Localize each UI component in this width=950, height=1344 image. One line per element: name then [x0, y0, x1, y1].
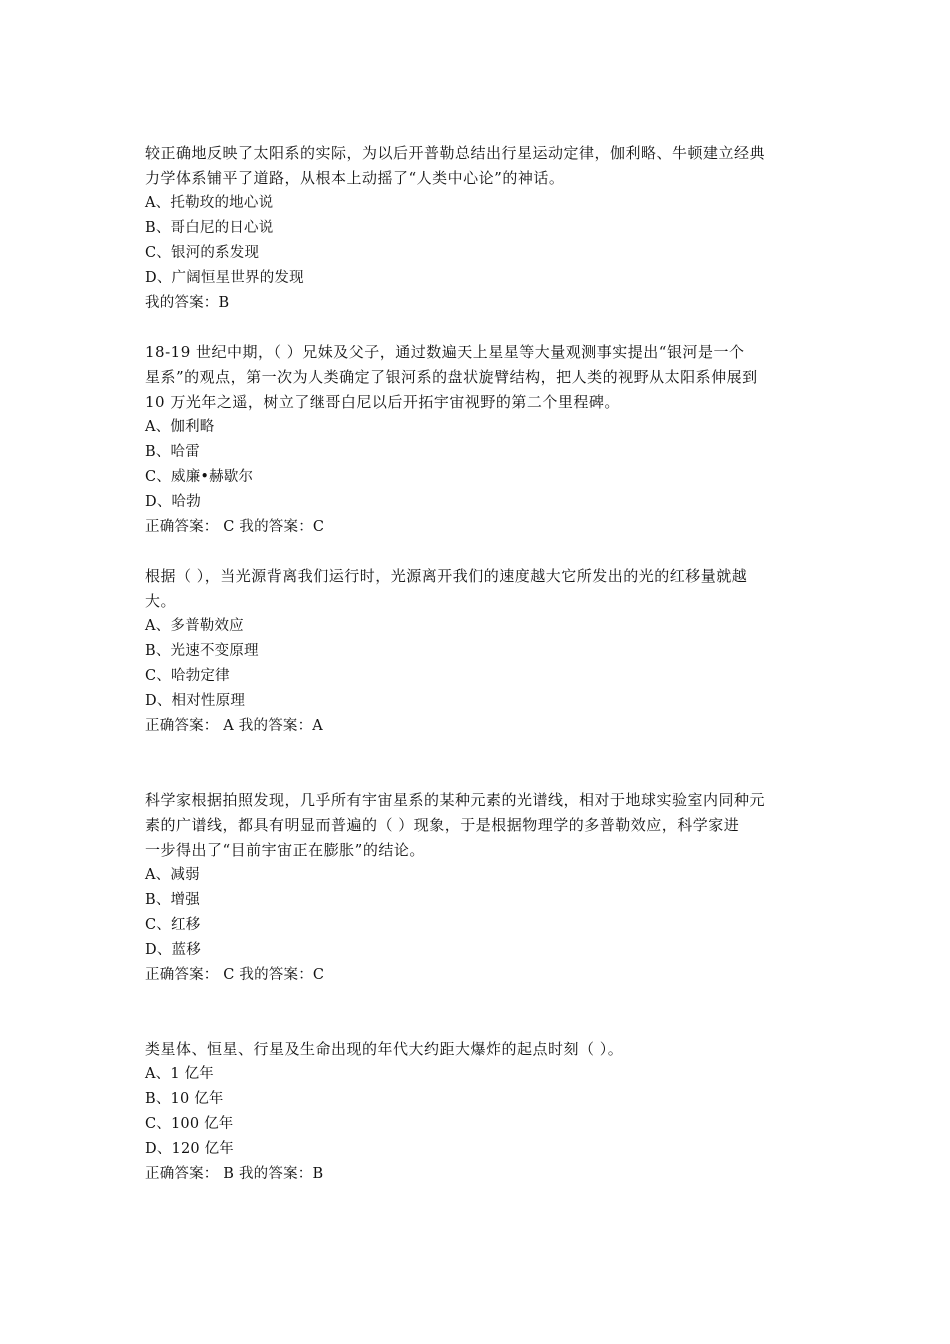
- answer-line: 正确答案： B 我的答案：B: [145, 1166, 324, 1182]
- question-text: 类星体、恒星、行星及生命出现的年代大约距大爆炸的起点时刻（ ）。: [145, 1040, 624, 1058]
- option-d: D、广阔恒星世界的发现: [145, 270, 304, 286]
- question-block: [145, 340, 815, 540]
- question-text: 10 万光年之遥，树立了继哥白尼以后开拓宇宙视野的第二个里程碑。: [145, 393, 620, 411]
- question-block: [145, 788, 815, 988]
- option-d: D、蓝移: [145, 942, 201, 958]
- question-block: [145, 564, 815, 739]
- option-c: C、红移: [145, 917, 201, 933]
- question-text: 根据（ ），当光源背离我们运行时，光源离开我们的速度越大它所发出的光的红移量就越: [145, 567, 748, 585]
- option-c: C、100 亿年: [145, 1116, 234, 1132]
- question-block: [145, 141, 815, 316]
- option-c: C、银河的系发现: [145, 245, 260, 261]
- option-c: C、哈勃定律: [145, 668, 230, 684]
- option-a: A、伽利略: [145, 419, 215, 435]
- question-text: 星系”的观点，第一次为人类确定了银河系的盘状旋臂结构，把人类的视野从太阳系伸展到: [145, 368, 758, 386]
- option-a: A、多普勒效应: [145, 618, 244, 634]
- question-text: 一步得出了“目前宇宙正在膨胀”的结论。: [145, 841, 425, 859]
- option-a: A、1 亿年: [145, 1066, 215, 1082]
- option-d: D、相对性原理: [145, 693, 246, 709]
- question-text: 素的广谱线，都具有明显而普遍的（ ）现象，于是根据物理学的多普勒效应，科学家进: [145, 816, 740, 834]
- question-text: 18-19 世纪中期，（ ）兄妹及父子，通过数遍天上星星等大量观测事实提出“银河是一个: [145, 343, 745, 361]
- option-d: D、哈勃: [145, 494, 201, 510]
- option-b: B、增强: [145, 892, 200, 908]
- option-d: D、120 亿年: [145, 1141, 235, 1157]
- answer-line: 正确答案： A 我的答案：A: [145, 718, 323, 734]
- question-block: [145, 1037, 815, 1187]
- option-b: B、哈雷: [145, 444, 200, 460]
- answer-line: 正确答案： C 我的答案：C: [145, 519, 325, 535]
- option-b: B、10 亿年: [145, 1091, 224, 1107]
- option-c: C、威廉•赫歇尔: [145, 469, 254, 485]
- option-a: A、托勒玫的地心说: [145, 195, 274, 211]
- question-text: 较正确地反映了太阳系的实际，为以后开普勒总结出行星运动定律，伽利略、牛顿建立经典: [145, 144, 766, 162]
- question-text: 力学体系铺平了道路，从根本上动摇了“人类中心论”的神话。: [145, 169, 565, 187]
- option-a: A、减弱: [145, 867, 200, 883]
- option-b: B、哥白尼的日心说: [145, 220, 274, 236]
- option-b: B、光速不变原理: [145, 643, 259, 659]
- question-text: 大。: [145, 592, 177, 610]
- question-text: 科学家根据拍照发现，几乎所有宇宙星系的某种元素的光谱线，相对于地球实验室内同种元: [145, 791, 766, 809]
- answer-line: 正确答案： C 我的答案：C: [145, 967, 325, 983]
- answer-line: 我的答案：B: [145, 295, 230, 311]
